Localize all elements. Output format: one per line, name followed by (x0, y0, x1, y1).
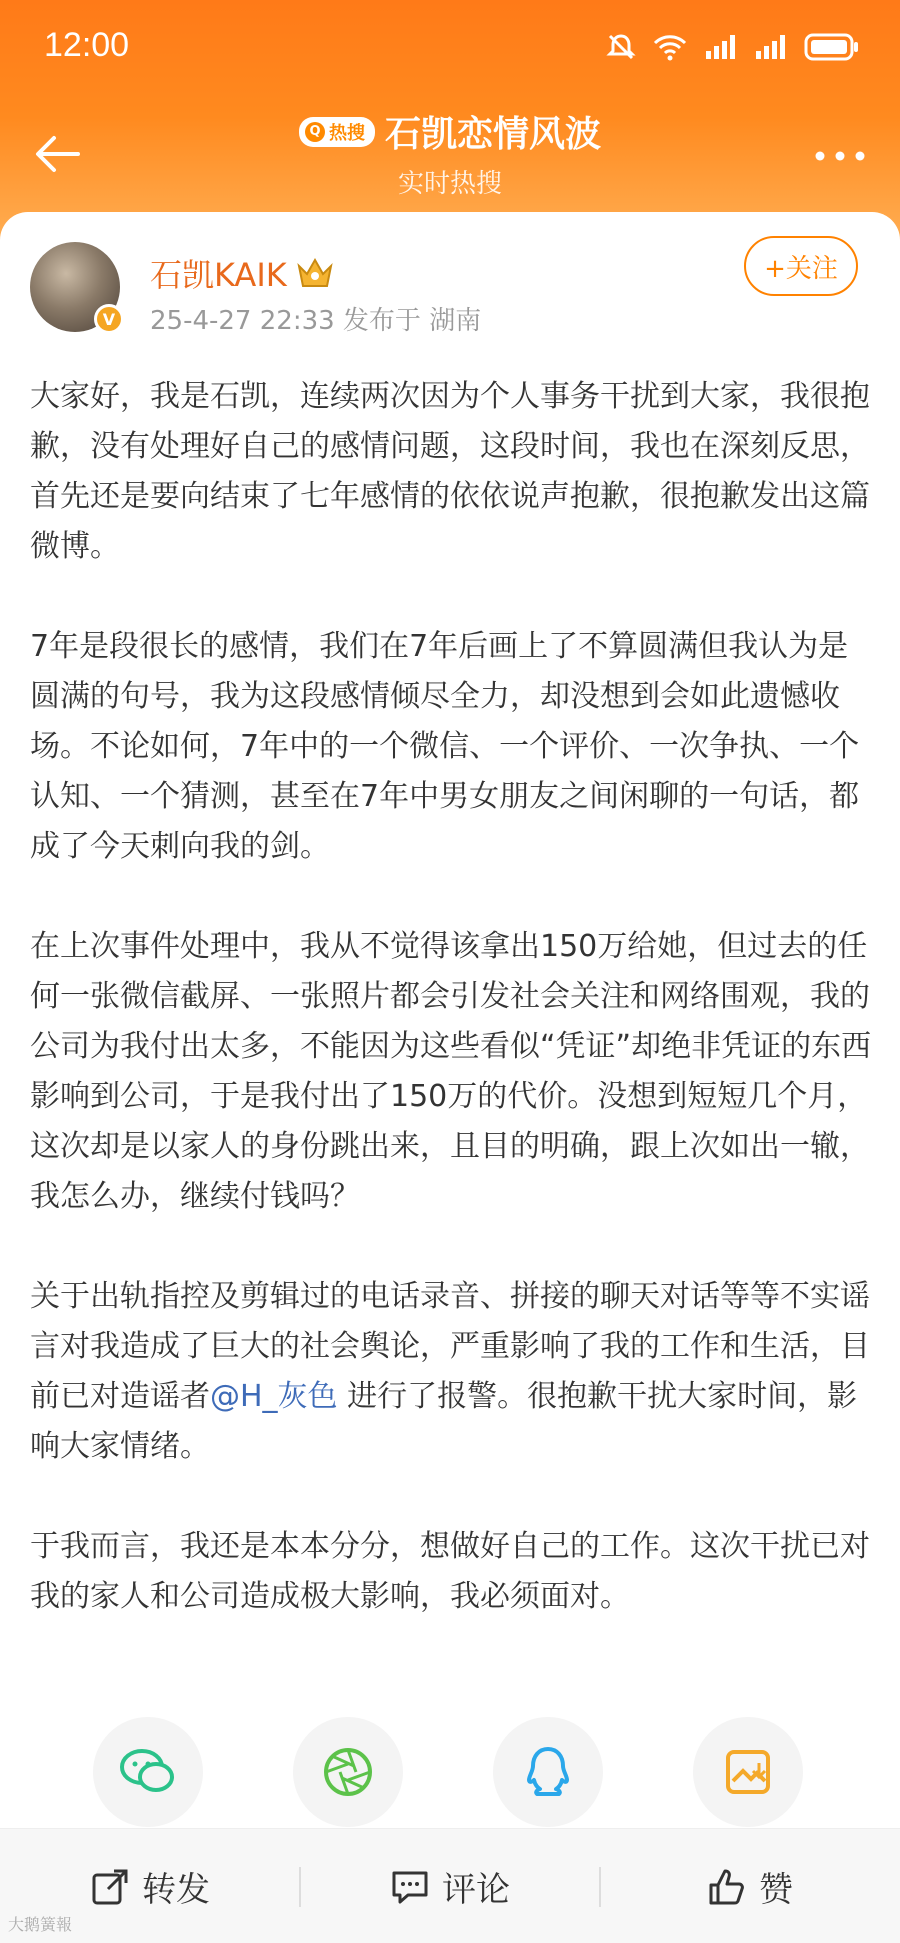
follow-button[interactable]: +关注 (744, 236, 858, 296)
repost-icon (90, 1867, 130, 1907)
para4-text-before: 关于出轨指控及剪辑过的电话录音、拼接的聊天对话等等不实谣言对我造成了巨大的社会舆论，严重影响了我的工作和生活，目前已对造谣者 (30, 1279, 870, 1414)
page-subtitle: 实时热搜 (397, 169, 502, 199)
author-name[interactable] (150, 250, 335, 296)
qq-icon (524, 1745, 572, 1799)
comment-button[interactable] (300, 1829, 600, 1943)
share-options (0, 1717, 900, 1827)
crown-badge-icon (295, 256, 335, 290)
hot-badge-label: 热搜 (328, 122, 365, 144)
signal-icon (704, 33, 738, 61)
share-moments-button[interactable] (293, 1717, 403, 1827)
post-paragraph: 大家好，我是石凯，连续两次因为个人事务干扰到大家，我很抱歉，没有处理好自己的感情问题，这段时间，我也在深刻反思，首先还是要向结束了七年感情的依依说声抱歉，很抱歉发出这篇微博。 (30, 379, 870, 564)
action-bar (0, 1828, 900, 1943)
more-icon[interactable] (810, 136, 870, 176)
post-body (30, 372, 875, 1672)
status-time: 12:00 (44, 26, 130, 64)
post-card (0, 212, 900, 1943)
post-paragraph (30, 1272, 875, 1472)
hot-search-badge (299, 117, 375, 147)
post-meta: 25-4-27 22:33 发布于 湖南 (150, 306, 482, 336)
verified-badge-icon: V (94, 304, 124, 334)
para4-text-after: 进行了报警。很抱歉干扰大家时间，影响大家情绪。 (30, 1379, 858, 1464)
status-icons (606, 32, 860, 62)
avatar[interactable] (30, 242, 120, 332)
comment-label: 评论 (442, 1870, 510, 1910)
battery-icon (804, 32, 860, 62)
share-wechat-button[interactable] (93, 1717, 203, 1827)
search-icon: Q (305, 122, 325, 142)
nav-title (0, 106, 900, 200)
post-paragraph: 在上次事件处理中，我从不觉得该拿出150万给她，但过去的任何一张微信截屏、一张照片都会引发社会关注和网络围观，我的公司为我付出太多，不能因为这些看似“凭证”却绝非凭证的东西影响到公司，于是我付出了150万的代价。没想到短短几个月，这次却是以家人的身份跳出来，且目的明确，跟上次如出一辙，我怎么办，继续付钱吗？ (30, 929, 872, 1214)
mention-link[interactable]: @H_灰色 (210, 1379, 338, 1414)
nav-bar (0, 100, 900, 210)
thumbs-up-icon (707, 1867, 747, 1907)
moments-icon (322, 1746, 374, 1798)
save-image-icon (723, 1747, 773, 1797)
page-title: 石凯恋情风波 (384, 114, 601, 155)
post-paragraph: 于我而言，我还是本本分分，想做好自己的工作。这次干扰已对我的家人和公司造成极大影响，我必须面对。 (30, 1529, 870, 1614)
status-bar (0, 0, 900, 100)
watermark: 大鹅簧報 (8, 1915, 73, 1934)
post-paragraph: 7年是段很长的感情，我们在7年后画上了不算圆满但我认为是圆满的句号，我为这段感情倾尽全力，却没想到会如此遗憾收场。不论如何，7年中的一个微信、一个评价、一次争执、一个认知、一个猜测，甚至在7年中男女朋友之间闲聊的一句话，都成了今天刺向我的剑。 (30, 629, 860, 864)
signal-icon-2 (754, 33, 788, 61)
like-button[interactable] (600, 1829, 900, 1943)
comment-icon (390, 1867, 430, 1907)
repost-label: 转发 (142, 1870, 210, 1910)
like-label: 赞 (759, 1870, 793, 1910)
wechat-icon (118, 1747, 178, 1797)
save-image-button[interactable] (693, 1717, 803, 1827)
wifi-icon (652, 32, 688, 62)
mute-icon (606, 32, 636, 62)
author-name-text: 石凯KAIK (150, 256, 287, 294)
share-qq-button[interactable] (493, 1717, 603, 1827)
